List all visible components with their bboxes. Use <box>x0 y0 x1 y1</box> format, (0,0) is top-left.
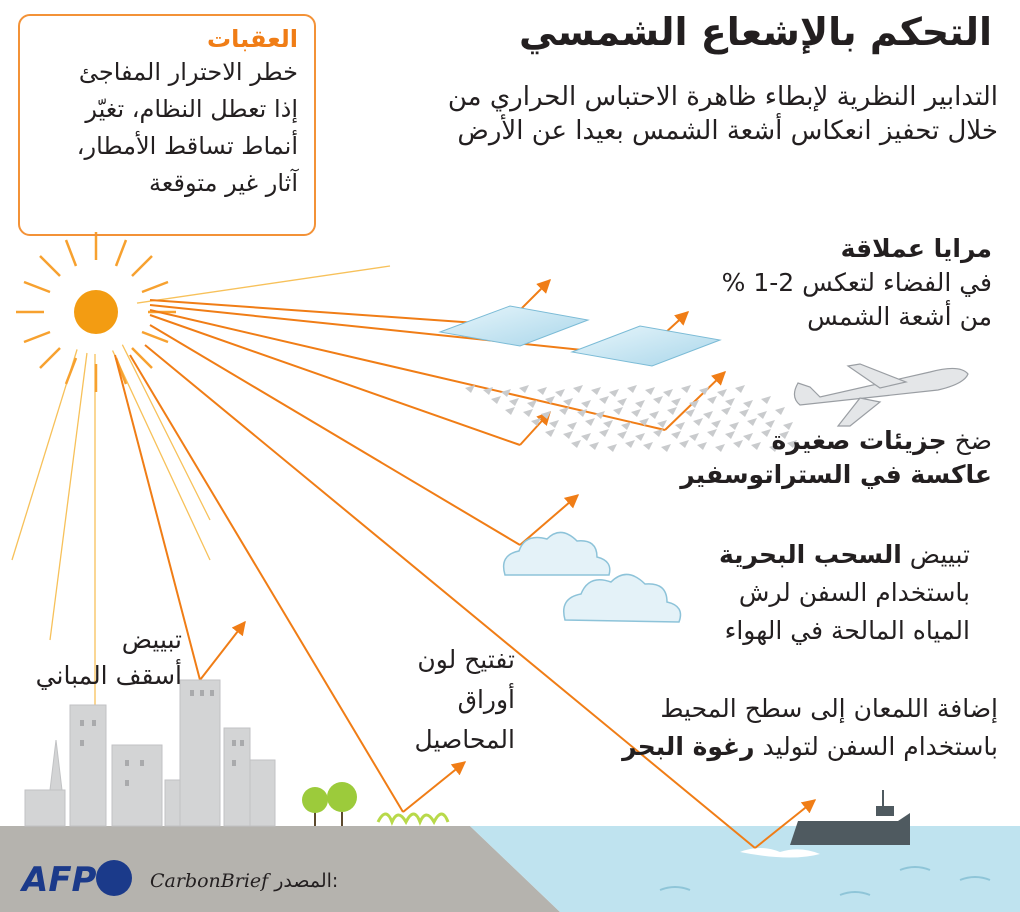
particle <box>585 418 595 426</box>
particle <box>465 385 475 393</box>
source-name: CarbonBrief <box>150 870 269 892</box>
mirror-icon <box>440 306 720 366</box>
particle <box>581 400 591 408</box>
particle <box>567 422 577 430</box>
tree-icon <box>302 782 448 826</box>
source-label: المصدر: <box>274 870 339 892</box>
clouds-bold: السحب البحرية <box>718 540 902 569</box>
particle <box>707 396 717 404</box>
particle <box>591 387 601 395</box>
crops-line: أوراق <box>457 685 515 714</box>
roofs-line: تبييض <box>121 625 182 654</box>
particle <box>613 407 623 415</box>
risk-line: آثار غير متوقعة <box>149 169 298 197</box>
particle <box>563 398 573 406</box>
particle <box>527 400 537 408</box>
crops-line: تفتيح لون <box>417 645 515 674</box>
particle <box>631 409 641 417</box>
particle <box>607 444 617 452</box>
roofs-line: أسقف المباني <box>35 661 182 690</box>
particle <box>609 389 619 397</box>
clouds-caption <box>719 536 970 650</box>
particle <box>573 385 583 393</box>
clouds-line: باستخدام السفن لرش <box>738 578 970 607</box>
roofs-caption <box>36 622 182 694</box>
particle <box>649 411 659 419</box>
crops-caption <box>415 640 515 760</box>
clouds-line: المياه المالحة في الهواء <box>724 616 970 645</box>
particle <box>603 420 613 428</box>
particle <box>703 411 713 419</box>
mirrors-title: مرايا عملاقة <box>840 234 992 263</box>
particle <box>635 433 645 441</box>
risk-line: أنماط تساقط الأمطار، <box>76 132 298 160</box>
source-line <box>150 870 338 892</box>
particle <box>635 400 645 408</box>
mirrors-caption <box>722 232 992 334</box>
particle <box>545 429 555 437</box>
ocean-bold: رغوة البحر <box>622 732 755 761</box>
city-icon <box>25 680 275 826</box>
particle <box>735 385 745 393</box>
afp-logo: AFP <box>22 860 97 900</box>
page-subtitle: التدابير النظرية لإبطاء ظاهرة الاحتباس الحراري من خلال تحفيز انعكاس أشعة الشمس بعيدا عن الأرض <box>447 82 998 146</box>
particle <box>519 385 529 393</box>
cloud-icon <box>504 532 681 622</box>
particle <box>743 400 753 408</box>
particle <box>645 387 655 395</box>
risks-box <box>18 14 316 236</box>
particle <box>661 444 671 452</box>
particle <box>537 387 547 395</box>
ocean-caption <box>622 690 998 766</box>
particle <box>523 409 533 417</box>
particle <box>663 389 673 397</box>
crops-line: المحاصيل <box>414 725 515 754</box>
mirrors-line: من أشعة الشمس <box>807 302 992 331</box>
particle <box>757 411 767 419</box>
particle <box>563 431 573 439</box>
particle <box>725 398 735 406</box>
particle <box>559 407 569 415</box>
particles-bold: جزيئات صغيرة <box>771 426 947 455</box>
particle <box>717 389 727 397</box>
airplane-icon <box>794 364 968 426</box>
risk-line: خطر الاحترار المفاجئ <box>78 58 298 86</box>
particle <box>491 396 501 404</box>
particle <box>541 411 551 419</box>
ocean-line: إضافة اللمعان إلى سطح المحيط <box>660 694 998 723</box>
particle <box>571 440 581 448</box>
particle <box>653 396 663 404</box>
particle <box>589 442 599 450</box>
particle <box>761 396 771 404</box>
particle <box>671 398 681 406</box>
particles-line: عاكسة في الستراتوسفير <box>680 460 992 489</box>
particle <box>621 422 631 430</box>
page-title: التحكم بالإشعاع الشمسي <box>519 10 992 54</box>
particles-caption <box>680 424 992 492</box>
particle <box>667 407 677 415</box>
particle <box>681 385 691 393</box>
mirrors-line: في الفضاء لتعكس 2-1 % <box>721 268 992 297</box>
sun-icon <box>16 232 176 392</box>
particle <box>581 433 591 441</box>
particle <box>653 429 663 437</box>
clouds-prefix: تبييض <box>901 540 970 569</box>
ship-icon <box>790 790 910 845</box>
particle <box>555 389 565 397</box>
particle <box>617 431 627 439</box>
particle <box>699 387 709 395</box>
particle <box>627 385 637 393</box>
risk-line: إذا تعطل النظام، تغيّر <box>85 95 298 123</box>
ocean-prefix: باستخدام السفن لتوليد <box>754 732 998 761</box>
particle <box>509 398 519 406</box>
particle <box>505 407 515 415</box>
particle <box>599 429 609 437</box>
particle <box>549 420 559 428</box>
particle <box>643 442 653 450</box>
particle <box>657 420 667 428</box>
risks-heading: العقبات <box>207 25 298 53</box>
particle <box>775 407 785 415</box>
particle <box>599 396 609 404</box>
particle <box>721 407 731 415</box>
particles-prefix: ضخ <box>946 426 992 455</box>
particle <box>625 440 635 448</box>
particle <box>617 398 627 406</box>
particle <box>739 409 749 417</box>
afp-logo-dot <box>96 860 132 896</box>
